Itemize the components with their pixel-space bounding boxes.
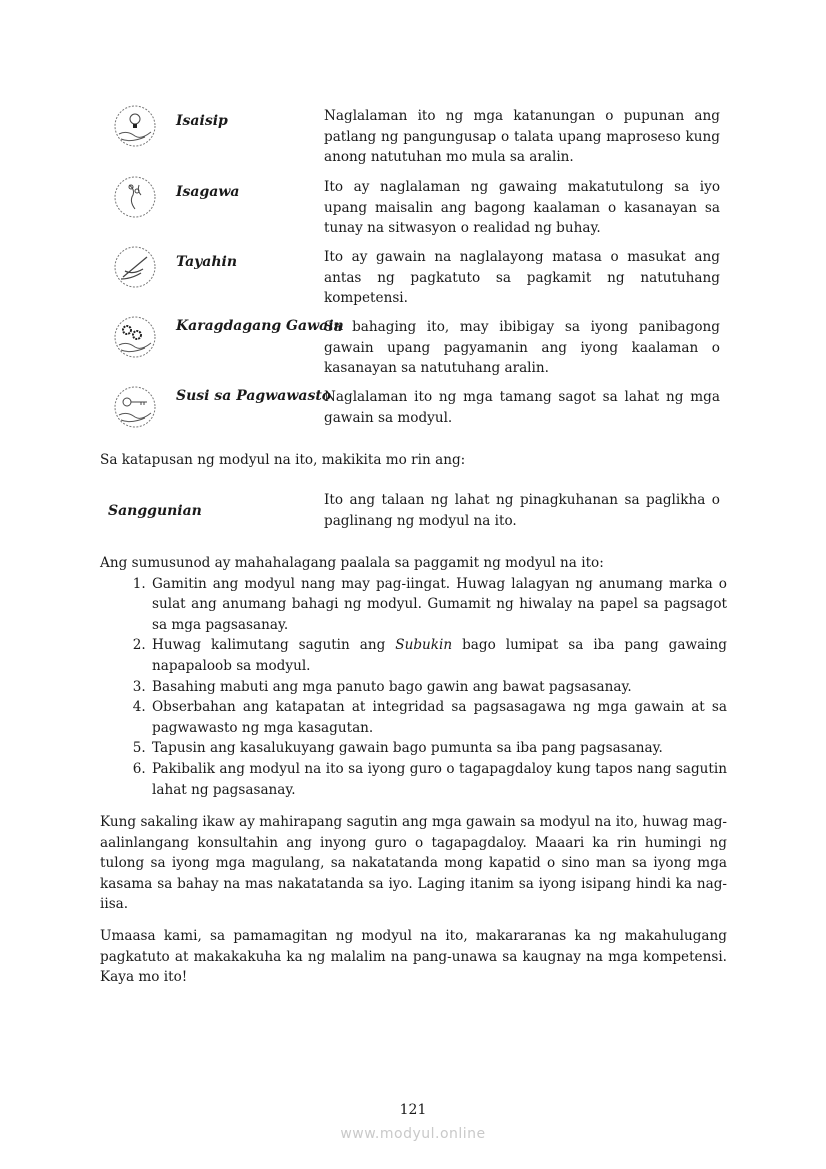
section-label: Isagawa (176, 184, 240, 200)
list-item: 4. Obserbahan ang katapatan at integridad sa pagsasagawa ng mga gawain at sa pagwawasto ng mga kasagutan. (150, 697, 727, 738)
watermark: www.modyul.online (340, 1126, 486, 1142)
section-description: Naglalaman ito ng mga tamang sagot sa lahat ng mga gawain sa modyul. (324, 389, 720, 426)
section-label: Tayahin (176, 254, 238, 270)
reminders-intro: Ang sumusunod ay mahahalagang paalala sa paggamit ng modyul na ito: (100, 555, 604, 571)
reminders-section (100, 553, 727, 800)
section-label: Karagdagang Gawain (176, 318, 344, 334)
emphasis-subukin: Subukin (395, 637, 453, 654)
list-item: 5. Tapusin ang kasalukuyang gawain bago pumunta sa iba pang pagsasanay. (150, 738, 727, 759)
section-description: Ito ay gawain na naglalayong matasa o masukat ang antas ng pagkatuto sa pagkamit ng natutuhang kompetensi. (324, 249, 720, 307)
text: Huwag kalimutang sagutin ang (152, 637, 396, 654)
gears-hand-icon (113, 315, 157, 359)
list-item (150, 635, 727, 676)
section-description: Ito ay naglalaman ng gawaing makatutulong sa iyo upang maisalin ang bagong kaalaman o kasanayan sa tunay na sitwasyon o realidad ng buhay. (324, 179, 720, 237)
end-intro: Sa katapusan ng modyul na ito, makikita mo rin ang: (100, 452, 466, 468)
section-description: Sa bahaging ito, may ibibigay sa iyong panibagong gawain upang pagyamanin ang iyong kaalaman o kasanayan sa natutuhang aralin. (324, 319, 720, 377)
list-item: 1. Gamitin ang modyul nang may pag-iingat. Huwag lalagyan ng anumang marka o sulat ang anumang bahagi ng modyul. Gumamit ng hiwalay na papel sa pagsagot sa mga pagsasanay. (150, 574, 727, 636)
list-item: 3. Basahing mabuti ang mga panuto bago gawin ang bawat pagsasanay. (150, 677, 727, 698)
pencil-hand-icon (113, 245, 157, 289)
reminders-list (100, 574, 727, 801)
page-number: 121 (399, 1102, 427, 1118)
lightbulb-hand-icon (113, 104, 157, 148)
key-hand-icon (113, 385, 157, 429)
gears-hand-icon (113, 175, 157, 219)
sanggunian-label: Sanggunian (108, 503, 202, 519)
sanggunian-description: Ito ang talaan ng lahat ng pinagkuhanan sa paglikha o paglinang ng modyul na ito. (324, 492, 720, 529)
list-item: 6. Pakibalik ang modyul na ito sa iyong guro o tagapagdaloy kung tapos nang sagutin lahat ng pagsasanay. (150, 759, 727, 800)
section-label: Isaisip (176, 113, 228, 129)
text: bago lumipat sa iba pang gawaing napapaloob sa modyul. (152, 637, 727, 674)
paragraph-closing: Umaasa kami, sa pamamagitan ng modyul na ito, makararanas ka ng makahulugang pagkatuto at makakakuha ka ng malalim na pang-unawa sa kaugnay na mga kompetensi. Kaya mo ito! (100, 928, 727, 986)
section-description: Naglalaman ito ng mga katanungan o pupunan ang patlang ng pangungusap o talata upang maproseso kung anong natutuhan mo mula sa aralin. (324, 108, 720, 166)
section-label: Susi sa Pagwawasto (176, 388, 332, 404)
paragraph-help: Kung sakaling ikaw ay mahirapang sagutin ang mga gawain sa modyul na ito, huwag mag-aalinlangang konsultahin ang inyong guro o tagapagdaloy. Maaari ka rin humingi ng tulong sa iyong mga magulang, sa nakatatanda mong kapatid o sino man sa iyong mga kasama sa bahay na mas nakatatanda sa iyo. Laging itanim sa iyong isipang hindi ka nag-iisa. (100, 814, 727, 913)
